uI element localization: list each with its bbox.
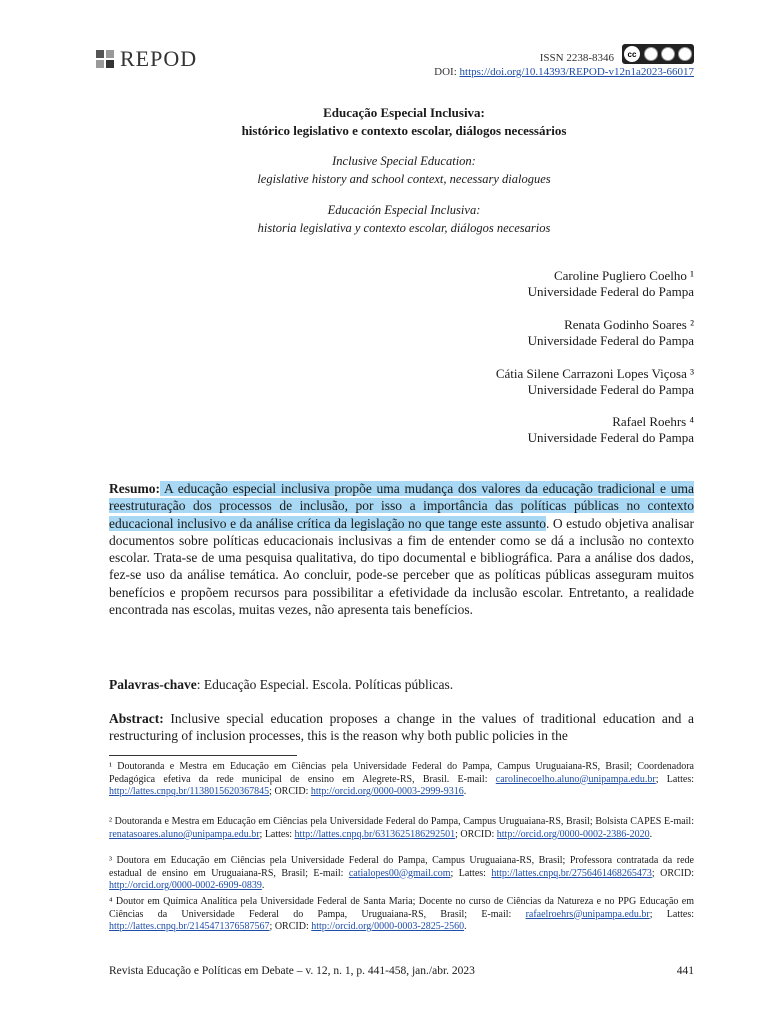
footnote-3: ³ Doutora em Educação em Ciências pela Universidade Federal do Pampa, Campus Uruguaiana-RS, Brasil; Professora contratada da rede estadual de ensino em Uruguaiana-RS, Brasil; E-mail: catialopes00@gmail.com; Lattes: http://lattes.cnpq.br/2756461468265473; ORCID: http://orcid.org/0000-0002-6909-0839. <box>109 855 695 891</box>
footnote-email-link[interactable]: rafaelroehrs@unipampa.edu.br <box>525 908 650 920</box>
author-name: Rafael Roehrs ⁴ <box>612 414 694 429</box>
author-name: Renata Godinho Soares ² <box>564 317 694 332</box>
palavras-chave-text: : Educação Especial. Escola. Políticas públicas. <box>196 677 454 692</box>
palavras-chave <box>109 676 694 693</box>
footnote-email-link[interactable]: renatasoares.aluno@unipampa.edu.br <box>109 828 260 840</box>
title-pt-line1: Educação Especial Inclusiva: <box>323 105 485 120</box>
title-es-line2: historia legislativa y contexto escolar, diálogos necesarios <box>257 221 551 235</box>
footnote-orcid-link[interactable]: http://orcid.org/0000-0002-2386-2020 <box>496 828 650 840</box>
footnote-text: ⁴ Doutor em Química Analítica pela Universidade Federal de Santa Maria; Docente no curso de Ciências da Natureza e no PPG Educação em Ciências da Universidade Federal do Pampa, Uruguaiana-RS, Brasil; E-mail: <box>109 896 694 920</box>
doi <box>434 66 694 78</box>
author-1 <box>528 268 694 300</box>
nd-icon <box>678 47 692 61</box>
footnote-text: ; ORCID: <box>651 867 695 879</box>
footnote-text: ; ORCID: <box>269 921 312 932</box>
resumo-label: Resumo: <box>109 481 160 496</box>
footnote-lattes-link[interactable]: http://lattes.cnpq.br/6313625186292501 <box>294 828 456 840</box>
footnote-email-link[interactable]: carolinecoelho.aluno@unipampa.edu.br <box>495 773 656 785</box>
issn: ISSN 2238-8346 <box>539 52 614 64</box>
footnote-orcid-link[interactable]: http://orcid.org/0000-0002-6909-0839 <box>109 880 262 891</box>
by-icon <box>644 47 658 61</box>
footnote-divider <box>109 755 297 756</box>
page-number: 441 <box>676 965 694 977</box>
author-affiliation: Universidade Federal do Pampa <box>527 430 694 445</box>
footnote-text: ; Lattes: <box>649 908 694 920</box>
cc-icon: cc <box>624 46 640 62</box>
resumo-paragraph <box>109 480 694 618</box>
footnote-lattes-link[interactable]: http://lattes.cnpq.br/2145471376587567 <box>109 921 270 932</box>
abstract-text: Inclusive special education proposes a change in the values of traditional education and a restructuring of inclusion processes, this is the reason why both public policies in the <box>109 711 694 744</box>
creative-commons-license-icon[interactable] <box>622 44 694 64</box>
title-en-line1: Inclusive Special Education: <box>332 154 476 168</box>
footnote-4: ⁴ Doutor em Química Analítica pela Universidade Federal de Santa Maria; Docente no curso de Ciências da Natureza e no PPG Educação em Ciências da Universidade Federal do Pampa, Uruguaiana-RS, Brasil; E-mail: rafaelroehrs@unipampa.edu.br; Lattes: http://lattes.cnpq.br/2145471376587567; ORCID: http://orcid.org/0000-0003-2825-2560. <box>109 896 694 932</box>
footnote-email-link[interactable]: catialopes00@gmail.com <box>348 867 451 879</box>
author-affiliation: Universidade Federal do Pampa <box>527 284 694 299</box>
palavras-chave-label: Palavras-chave <box>109 677 197 692</box>
logo-text: REPOD <box>120 46 198 71</box>
footnote-text: ; ORCID: <box>455 828 497 840</box>
footnote-text: ; Lattes: <box>450 867 492 879</box>
nc-icon <box>661 47 675 61</box>
title-spanish <box>0 201 768 237</box>
page-footer <box>109 965 694 977</box>
author-2 <box>528 317 694 349</box>
journal-logo <box>96 48 197 70</box>
logo-mark-icon <box>96 50 114 68</box>
footnote-1: ¹ Doutoranda e Mestra em Educação em Ciências pela Universidade Federal do Pampa, Campus Uruguaiana-RS, Brasil; Coordenadora Pedagógica efetiva da rede municipal de ensino em Alegrete-RS, Brasil. E-mail: carolinecoelho.aluno@unipampa.edu.br; Lattes: http://lattes.cnpq.br/1138015620367845; ORCID: http://orcid.org/0000-0003-2999-9316. <box>109 761 694 797</box>
resumo-text: . O estudo objetiva analisar documentos sobre políticas educacionais inclusivas a fim de entender como se dá a inclusão no contexto escolar. Trata-se de uma pesquisa qualitativa, do tipo documental e bibliográfica. Para a análise dos dados, fez-se uso da análise temática. Ao concluir, pode-se perceber que as políticas públicas asseguram muitos benefícios e propõem recursos para possibilitar a efetividade da inclusão escolar. Entretanto, a realidade encontrada nas escolas, muitas vezes, não apresenta tais benefícios. <box>109 515 694 618</box>
footnote-orcid-link[interactable]: http://orcid.org/0000-0003-2999-9316 <box>310 786 464 797</box>
author-4 <box>528 414 694 446</box>
author-name: Caroline Pugliero Coelho ¹ <box>553 268 694 283</box>
author-affiliation: Universidade Federal do Pampa <box>527 333 694 348</box>
abstract-paragraph <box>109 710 694 745</box>
title-pt-line2: histórico legislativo e contexto escolar, diálogos necessários <box>241 123 567 138</box>
footnote-lattes-link[interactable]: http://lattes.cnpq.br/2756461468265473 <box>491 867 652 879</box>
footnote-2: ² Doutoranda e Mestra em Educação em Ciências pela Universidade Federal do Pampa, Campus Uruguaiana-RS, Brasil; Bolsista CAPES E-mail: renatasoares.aluno@unipampa.edu.br; Lattes: http://lattes.cnpq.br/6313625186292501; ORCID: http://orcid.org/0000-0002-2386-2020. <box>109 816 694 840</box>
author-name: Cátia Silene Carrazoni Lopes Viçosa ³ <box>495 366 694 381</box>
doi-label: DOI: <box>434 66 460 78</box>
footnote-text: ; Lattes: <box>259 828 295 840</box>
author-affiliation: Universidade Federal do Pampa <box>527 382 694 397</box>
footnote-lattes-link[interactable]: http://lattes.cnpq.br/1138015620367845 <box>109 786 270 797</box>
footnote-orcid-link[interactable]: http://orcid.org/0000-0003-2825-2560 <box>311 921 465 932</box>
doi-link[interactable]: https://doi.org/10.14393/REPOD-v12n1a2023-66017 <box>459 66 694 78</box>
footnote-text: ³ Doutora em Educação em Ciências pela Universidade Federal do Pampa, Campus Uruguaiana-RS, Brasil; Professora contratada da rede estadual de ensino em Uruguaiana-RS, Brasil; E-mail: <box>109 855 694 879</box>
resumo-highlighted-text[interactable]: A educação especial inclusiva propõe uma mudança dos valores da educação tradicional e uma reestruturação dos processos de inclusão, por isso a importância das políticas públicas no contexto educacional inclusivo e da análise crítica da legislação no que tange este assunto <box>109 481 694 531</box>
title-portuguese <box>0 104 768 140</box>
footer-citation: Revista Educação e Políticas em Debate – v. 12, n. 1, p. 441-458, jan./abr. 2023 <box>109 965 475 977</box>
footnote-text: ; ORCID: <box>269 786 311 797</box>
author-3 <box>496 366 694 398</box>
footnote-text: ¹ Doutoranda e Mestra em Educação em Ciências pela Universidade Federal do Pampa, Campus Uruguaiana-RS, Brasil; Coordenadora Pedagógica efetiva da rede municipal de ensino em Alegrete-RS, Brasil. E-mail: <box>109 761 694 785</box>
abstract-label: Abstract: <box>109 711 164 726</box>
footnote-text: ² Doutoranda e Mestra em Educação em Ciências pela Universidade Federal do Pampa, Campus Uruguaiana-RS, Brasil; Bolsista CAPES E-mail: <box>109 816 694 827</box>
title-english <box>0 152 768 188</box>
footnote-text: ; Lattes: <box>655 773 694 785</box>
title-es-line1: Educación Especial Inclusiva: <box>327 203 481 217</box>
title-en-line2: legislative history and school context, necessary dialogues <box>257 172 551 186</box>
